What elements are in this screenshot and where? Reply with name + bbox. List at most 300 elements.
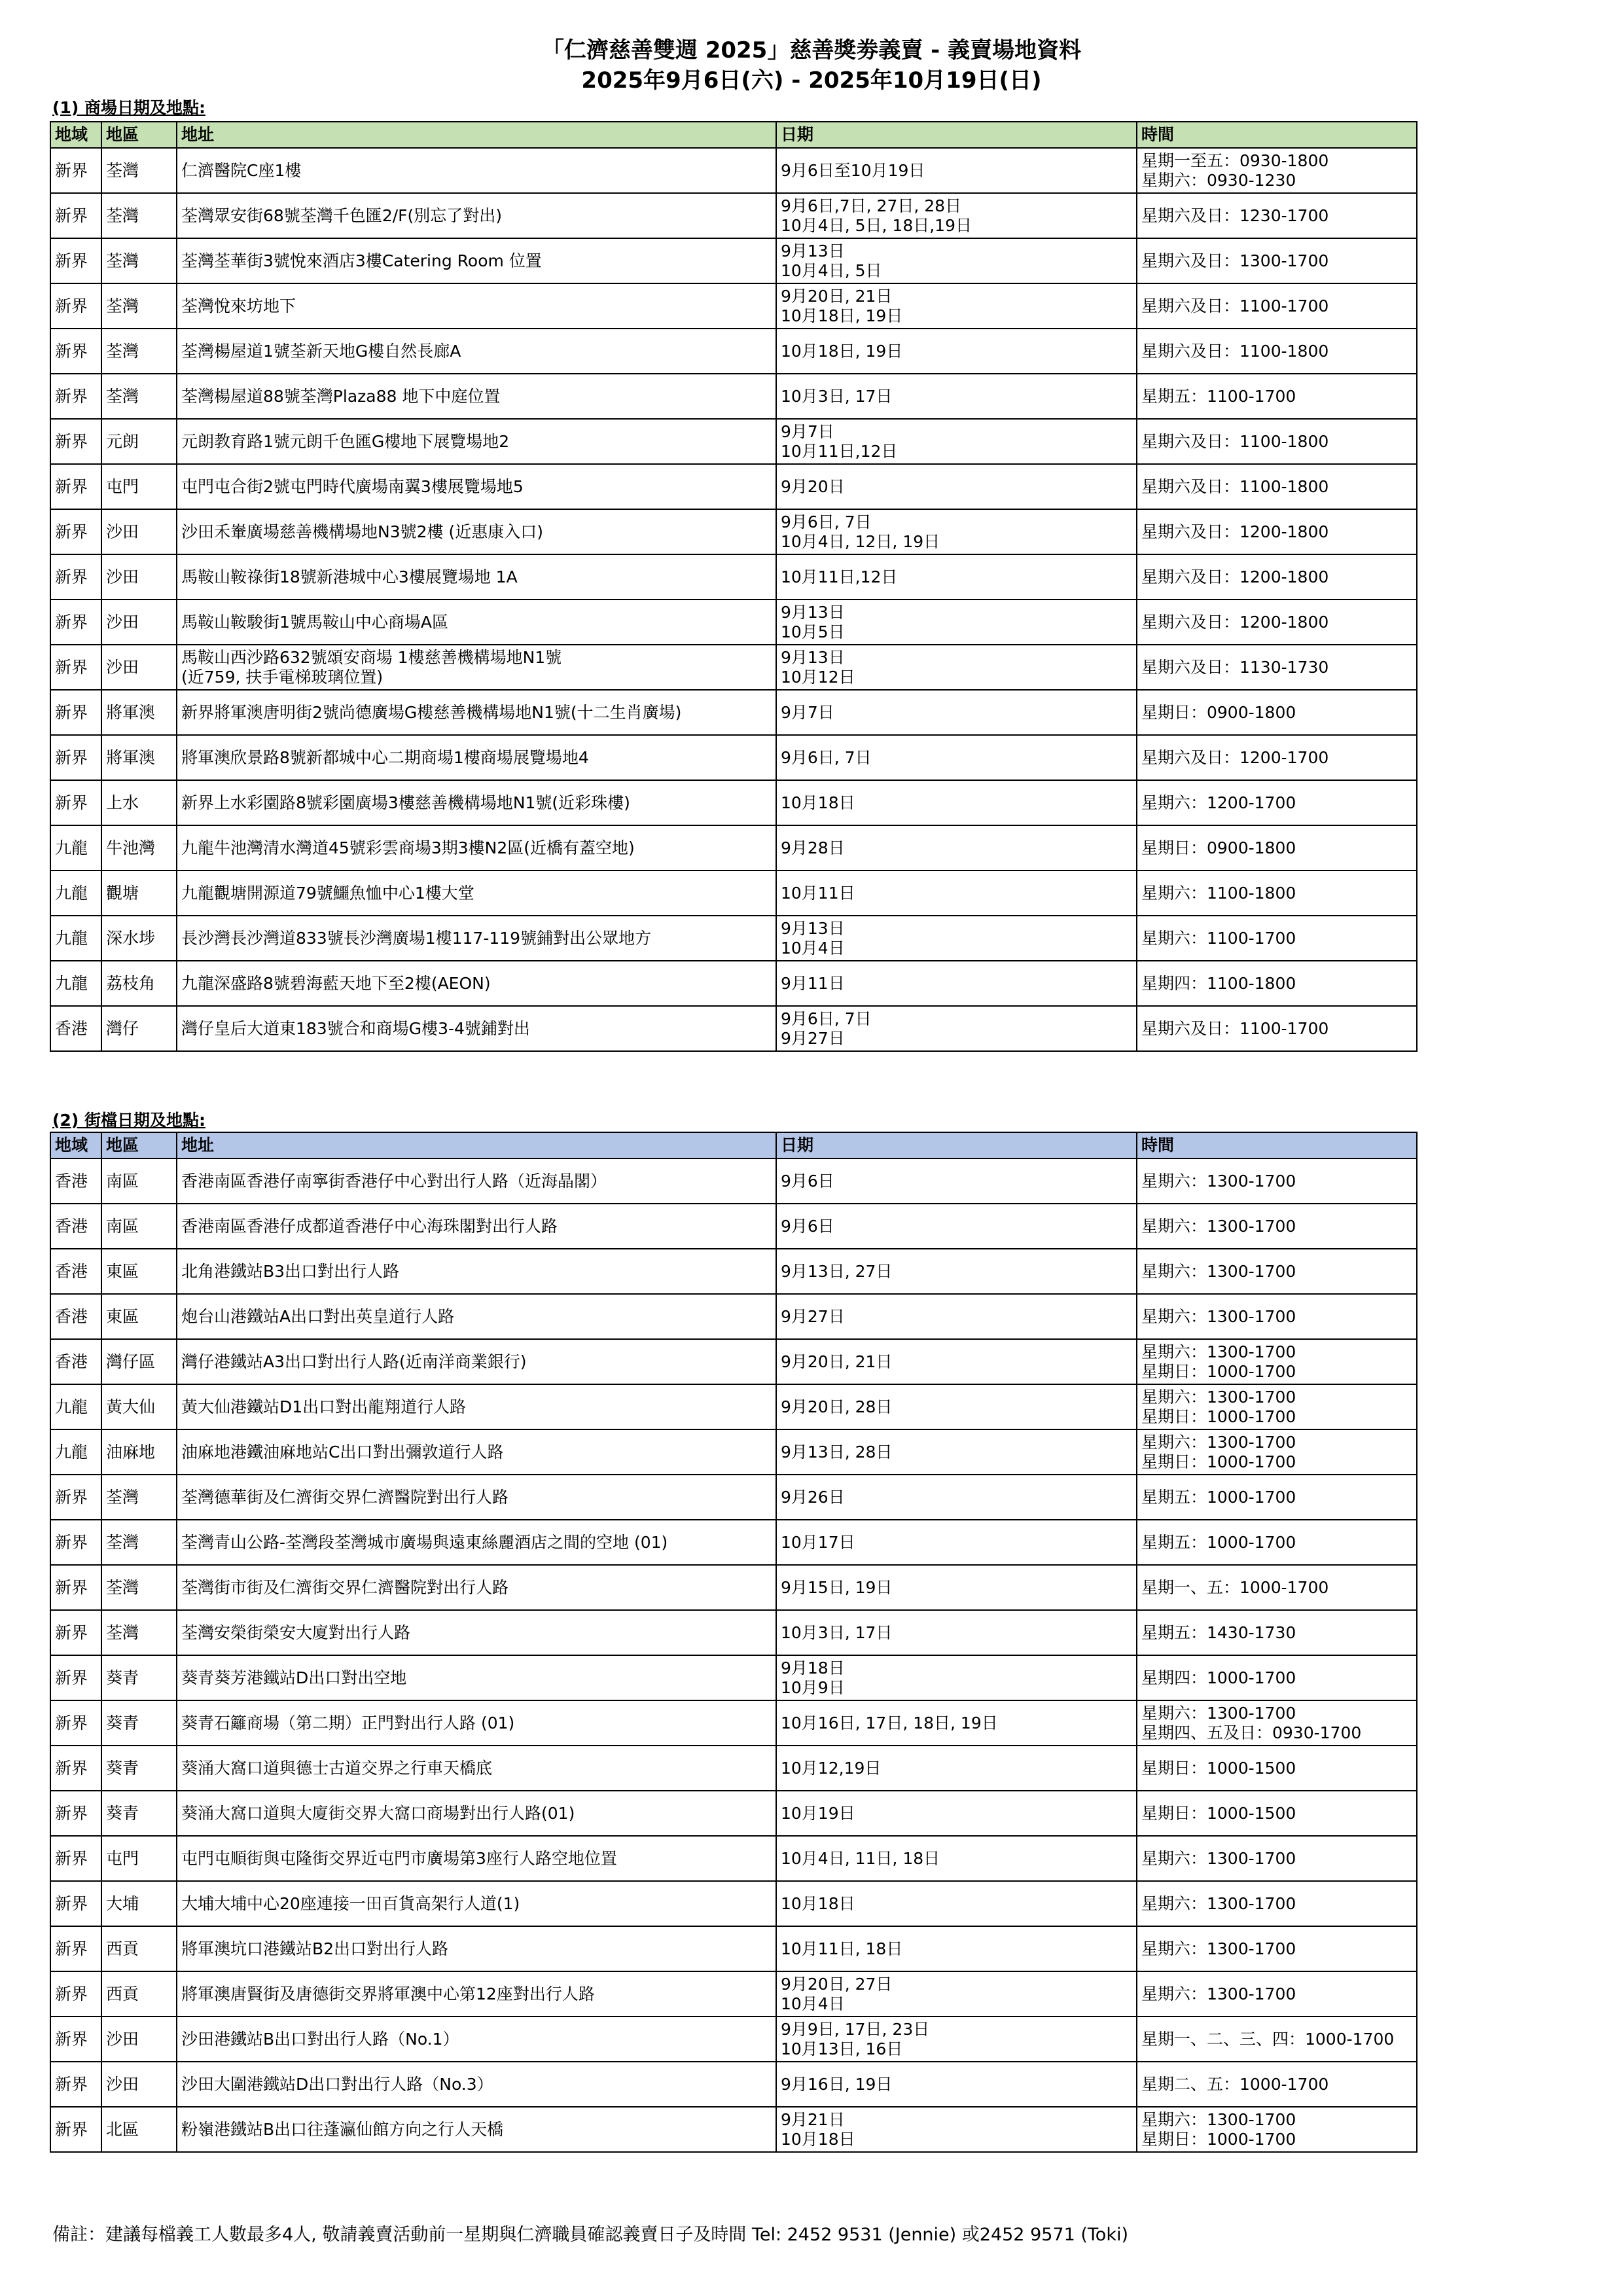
time-cell [1137, 2107, 1417, 2152]
table-row [50, 1520, 1417, 1565]
date-cell [776, 1429, 1137, 1475]
address-cell [177, 1249, 776, 1294]
time-cell [1137, 916, 1417, 961]
date-line: 9月9日, 17日, 23日 [781, 2019, 930, 2039]
table-row [50, 1006, 1417, 1051]
region-cell: 新界 [50, 419, 101, 464]
date-cell [776, 825, 1137, 870]
district-cell: 荃灣 [101, 148, 177, 193]
address-cell [177, 961, 776, 1006]
region-cell: 新界 [50, 1746, 101, 1791]
time-cell [1137, 961, 1417, 1006]
address-line: 炮台山港鐵站A出口對出英皇道行人路 [181, 1306, 455, 1326]
date-cell [776, 735, 1137, 780]
date-cell [776, 645, 1137, 690]
section2-label: (2) 街檔日期及地點: [52, 1111, 205, 1130]
time-line: 星期六：1300-1700 [1141, 1703, 1296, 1723]
address-line: 灣仔皇后大道東183號合和商場G樓3-4號鋪對出 [181, 1018, 530, 1038]
address-cell [177, 1746, 776, 1791]
address-cell [177, 825, 776, 870]
date-line: 9月20日 [781, 476, 845, 496]
district-cell: 將軍澳 [101, 690, 177, 735]
time-cell [1137, 1700, 1417, 1746]
region-cell: 新界 [50, 1881, 101, 1926]
address-line: 沙田大圍港鐵站D出口對出行人路（No.3） [181, 2074, 493, 2094]
date-line: 9月13日 [781, 241, 845, 260]
region-cell: 新界 [50, 735, 101, 780]
time-line: 星期六及日：1200-1700 [1141, 747, 1329, 767]
time-line: 星期六：0930-1230 [1141, 170, 1296, 190]
address-cell [177, 1384, 776, 1429]
address-cell [177, 916, 776, 961]
address-cell [177, 870, 776, 916]
address-line: 荃灣青山公路-荃灣段荃灣城市廣場與遠東絲麗酒店之間的空地 (01) [181, 1532, 668, 1552]
address-cell [177, 238, 776, 283]
date-line: 9月27日 [781, 1306, 845, 1326]
district-cell: 元朗 [101, 419, 177, 464]
date-line: 10月18日 [781, 793, 855, 812]
time-line: 星期六及日：1100-1800 [1141, 431, 1329, 451]
date-cell [776, 554, 1137, 600]
date-line: 10月11日,12日 [781, 441, 898, 461]
date-cell [776, 1204, 1137, 1249]
time-cell [1137, 1429, 1417, 1475]
date-line: 9月7日 [781, 702, 834, 722]
date-line: 10月18日 [781, 1893, 855, 1913]
date-line: 9月20日, 28日 [781, 1397, 893, 1416]
date-cell [776, 419, 1137, 464]
address-line: 灣仔港鐵站A3出口對出行人路(近南洋商業銀行) [181, 1352, 527, 1371]
address-line: 黃大仙港鐵站D1出口對出龍翔道行人路 [181, 1397, 467, 1416]
time-line: 星期六：1300-1700 [1141, 1387, 1296, 1407]
address-cell [177, 1700, 776, 1746]
date-line: 10月13日, 16日 [781, 2039, 903, 2058]
time-line: 星期六及日：1200-1800 [1141, 522, 1329, 541]
time-line: 星期日：1000-1700 [1141, 1361, 1296, 1381]
region-cell: 新界 [50, 509, 101, 554]
time-line: 星期日：1000-1700 [1141, 2129, 1296, 2149]
region-cell: 香港 [50, 1294, 101, 1339]
address-cell [177, 1006, 776, 1051]
district-cell: 沙田 [101, 645, 177, 690]
address-line: 元朗教育路1號元朗千色匯G樓地下展覽場地2 [181, 431, 510, 451]
table-row [50, 961, 1417, 1006]
time-line: 星期六：1300-1700 [1141, 1261, 1296, 1281]
district-cell: 灣仔 [101, 1006, 177, 1051]
date-line: 9月11日 [781, 973, 845, 993]
time-cell [1137, 1294, 1417, 1339]
table-row [50, 1791, 1417, 1836]
time-cell [1137, 780, 1417, 825]
address-cell [177, 780, 776, 825]
date-cell [776, 1700, 1137, 1746]
district-cell: 葵青 [101, 1655, 177, 1700]
date-cell [776, 1791, 1137, 1836]
district-cell: 荃灣 [101, 1475, 177, 1520]
district-cell: 牛池灣 [101, 825, 177, 870]
address-cell [177, 1655, 776, 1700]
date-cell [776, 1384, 1137, 1429]
table-row [50, 554, 1417, 600]
address-cell [177, 374, 776, 419]
time-line: 星期六及日：1230-1700 [1141, 206, 1329, 225]
address-cell [177, 2107, 776, 2152]
date-line: 9月6日, 7日 [781, 512, 872, 531]
district-cell: 西貢 [101, 1926, 177, 1971]
address-cell [177, 1475, 776, 1520]
address-cell [177, 1791, 776, 1836]
district-cell: 黃大仙 [101, 1384, 177, 1429]
time-cell [1137, 509, 1417, 554]
date-line: 10月18日 [781, 2129, 855, 2149]
date-line: 9月20日, 21日 [781, 286, 893, 306]
address-line: 粉嶺港鐵站B出口往蓬瀛仙館方向之行人天橋 [181, 2119, 504, 2139]
address-line: (近759, 扶手電梯玻璃位置) [181, 667, 383, 687]
time-line: 星期日：0900-1800 [1141, 838, 1296, 857]
date-line: 10月5日 [781, 622, 845, 641]
date-line: 10月4日, 5日, 18日,19日 [781, 215, 972, 235]
region-cell: 新界 [50, 690, 101, 735]
district-cell: 荃灣 [101, 374, 177, 419]
time-cell [1137, 1926, 1417, 1971]
region-cell: 新界 [50, 1475, 101, 1520]
date-line: 10月18日, 19日 [781, 306, 903, 325]
address-cell [177, 1971, 776, 2017]
district-cell: 觀塘 [101, 870, 177, 916]
address-line: 荃灣荃華街3號悅來酒店3樓Catering Room 位置 [181, 251, 542, 270]
date-cell [776, 600, 1137, 645]
date-cell [776, 1294, 1137, 1339]
address-cell [177, 1339, 776, 1384]
date-cell [776, 193, 1137, 238]
address-line: 荃灣德華街及仁濟街交界仁濟醫院對出行人路 [181, 1487, 509, 1507]
address-line: 將軍澳坑口港鐵站B2出口對出行人路 [181, 1939, 449, 1958]
date-cell [776, 329, 1137, 374]
region-cell: 新界 [50, 1520, 101, 1565]
date-line: 9月6日 [781, 1216, 834, 1236]
district-cell: 北區 [101, 2107, 177, 2152]
time-cell [1137, 283, 1417, 329]
region-cell: 香港 [50, 1158, 101, 1204]
time-cell [1137, 1339, 1417, 1384]
date-cell [776, 1475, 1137, 1520]
date-line: 10月9日 [781, 1677, 845, 1697]
region-cell: 香港 [50, 1339, 101, 1384]
date-line: 10月4日, 11日, 18日 [781, 1848, 940, 1868]
table-row [50, 870, 1417, 916]
region-cell: 新界 [50, 193, 101, 238]
table-row [50, 283, 1417, 329]
date-cell [776, 1836, 1137, 1881]
time-cell [1137, 1746, 1417, 1791]
table-row [50, 464, 1417, 509]
date-line: 9月28日 [781, 838, 845, 857]
date-line: 9月16日, 19日 [781, 2074, 893, 2094]
district-cell: 灣仔區 [101, 1339, 177, 1384]
time-line: 星期六及日：1130-1730 [1141, 657, 1329, 677]
address-cell [177, 1158, 776, 1204]
header-time: 時間 [1137, 122, 1417, 148]
date-line: 9月13日 [781, 647, 845, 667]
address-cell [177, 148, 776, 193]
district-cell: 沙田 [101, 2017, 177, 2062]
address-line: 沙田禾輋廣場慈善機構場地N3號2樓 (近惠康入口) [181, 522, 543, 541]
time-cell [1137, 2017, 1417, 2062]
time-line: 星期六及日：1100-1800 [1141, 476, 1329, 496]
region-cell: 九龍 [50, 870, 101, 916]
district-cell: 荃灣 [101, 193, 177, 238]
table-row [50, 1610, 1417, 1655]
time-line: 星期四：1100-1800 [1141, 973, 1296, 993]
district-cell: 屯門 [101, 464, 177, 509]
header-address: 地址 [177, 122, 776, 148]
time-line: 星期五：1100-1700 [1141, 386, 1296, 406]
time-cell [1137, 1249, 1417, 1294]
date-line: 10月4日 [781, 1994, 845, 2013]
address-cell [177, 509, 776, 554]
time-line: 星期六：1300-1700 [1141, 1893, 1296, 1913]
address-line: 荃灣悅來坊地下 [181, 296, 296, 315]
address-cell [177, 1881, 776, 1926]
address-cell [177, 735, 776, 780]
address-cell [177, 1294, 776, 1339]
table-row [50, 374, 1417, 419]
table-row [50, 1249, 1417, 1294]
district-cell: 東區 [101, 1249, 177, 1294]
date-cell [776, 238, 1137, 283]
address-cell [177, 329, 776, 374]
street-stalls-table [50, 1132, 1418, 2153]
district-cell: 葵青 [101, 1791, 177, 1836]
time-cell [1137, 1655, 1417, 1700]
time-cell [1137, 1881, 1417, 1926]
address-line: 葵青石籬商場（第二期）正門對出行人路 (01) [181, 1713, 515, 1732]
district-cell: 荃灣 [101, 1520, 177, 1565]
date-cell [776, 690, 1137, 735]
time-cell [1137, 690, 1417, 735]
address-cell [177, 690, 776, 735]
time-cell [1137, 1475, 1417, 1520]
region-cell: 九龍 [50, 1384, 101, 1429]
region-cell: 新界 [50, 554, 101, 600]
table-row [50, 2017, 1417, 2062]
time-line: 星期二、五：1000-1700 [1141, 2074, 1329, 2094]
address-cell [177, 1565, 776, 1610]
region-cell: 新界 [50, 1836, 101, 1881]
address-cell [177, 1926, 776, 1971]
time-cell [1137, 870, 1417, 916]
time-line: 星期六：1300-1700 [1141, 1984, 1296, 2003]
time-line: 星期六：1100-1800 [1141, 883, 1296, 903]
district-cell: 荃灣 [101, 238, 177, 283]
address-line: 油麻地港鐵油麻地站C出口對出彌敦道行人路 [181, 1442, 504, 1462]
header-region: 地域 [50, 1132, 101, 1158]
address-cell [177, 193, 776, 238]
time-cell [1137, 1204, 1417, 1249]
date-cell [776, 1006, 1137, 1051]
time-cell [1137, 1836, 1417, 1881]
date-line: 9月15日, 19日 [781, 1577, 893, 1597]
region-cell: 新界 [50, 148, 101, 193]
header-region: 地域 [50, 122, 101, 148]
date-cell [776, 1565, 1137, 1610]
table-row [50, 1204, 1417, 1249]
address-line: 將軍澳欣景路8號新都城中心二期商場1樓商場展覽場地4 [181, 747, 589, 767]
district-cell: 南區 [101, 1158, 177, 1204]
time-line: 星期六：1300-1700 [1141, 1939, 1296, 1958]
address-cell [177, 2017, 776, 2062]
region-cell: 新界 [50, 374, 101, 419]
date-line: 10月19日 [781, 1803, 855, 1823]
address-line: 九龍深盛路8號碧海藍天地下至2樓(AEON) [181, 973, 491, 993]
region-cell: 新界 [50, 1971, 101, 2017]
time-line: 星期日：1000-1500 [1141, 1758, 1296, 1778]
date-line: 10月3日, 17日 [781, 386, 893, 406]
time-cell [1137, 1565, 1417, 1610]
time-cell [1137, 645, 1417, 690]
time-line: 星期一至五：0930-1800 [1141, 151, 1329, 170]
district-cell: 沙田 [101, 509, 177, 554]
table-row [50, 419, 1417, 464]
region-cell: 新界 [50, 1791, 101, 1836]
table-row [50, 1881, 1417, 1926]
table-row [50, 329, 1417, 374]
date-line: 9月7日 [781, 422, 834, 441]
date-line: 10月17日 [781, 1532, 855, 1552]
district-cell: 荃灣 [101, 329, 177, 374]
mall-venues-table [50, 121, 1418, 1052]
region-cell: 九龍 [50, 916, 101, 961]
table-row [50, 1294, 1417, 1339]
time-line: 星期六：1100-1700 [1141, 928, 1296, 948]
district-cell: 屯門 [101, 1836, 177, 1881]
date-line: 10月11日, 18日 [781, 1939, 903, 1958]
table-row [50, 690, 1417, 735]
table-row [50, 509, 1417, 554]
time-line: 星期六及日：1100-1700 [1141, 296, 1329, 315]
district-cell: 沙田 [101, 600, 177, 645]
date-line: 9月13日 [781, 602, 845, 622]
region-cell: 新界 [50, 464, 101, 509]
district-cell: 沙田 [101, 2062, 177, 2107]
table-row [50, 2062, 1417, 2107]
region-cell: 新界 [50, 1926, 101, 1971]
date-cell [776, 1339, 1137, 1384]
address-line: 新界上水彩園路8號彩園廣場3樓慈善機構場地N1號(近彩珠樓) [181, 793, 630, 812]
time-line: 星期六：1300-1700 [1141, 1848, 1296, 1868]
district-cell: 東區 [101, 1294, 177, 1339]
date-line: 9月6日, 7日 [781, 747, 872, 767]
time-line: 星期六：1300-1700 [1141, 2109, 1296, 2129]
table-row [50, 1158, 1417, 1204]
region-cell: 香港 [50, 1249, 101, 1294]
date-cell [776, 1746, 1137, 1791]
address-line: 香港南區香港仔成都道香港仔中心海珠閣對出行人路 [181, 1216, 558, 1236]
date-cell [776, 916, 1137, 961]
time-line: 星期六及日：1100-1700 [1141, 1018, 1329, 1038]
time-cell [1137, 148, 1417, 193]
address-cell [177, 283, 776, 329]
date-line: 9月13日, 28日 [781, 1442, 893, 1462]
district-cell: 葵青 [101, 1700, 177, 1746]
address-line: 馬鞍山西沙路632號頌安商場 1樓慈善機構場地N1號 [181, 647, 562, 667]
time-cell [1137, 1791, 1417, 1836]
district-cell: 荃灣 [101, 283, 177, 329]
region-cell: 新界 [50, 1610, 101, 1655]
table-row [50, 238, 1417, 283]
region-cell: 九龍 [50, 1429, 101, 1475]
date-cell [776, 780, 1137, 825]
date-line: 10月11日 [781, 883, 855, 903]
date-line: 9月20日, 27日 [781, 1974, 893, 1994]
address-cell [177, 2062, 776, 2107]
address-line: 香港南區香港仔南寧街香港仔中心對出行人路（近海晶閣） [181, 1171, 607, 1191]
table-row [50, 1836, 1417, 1881]
time-line: 星期日：1000-1700 [1141, 1407, 1296, 1426]
table-row [50, 1565, 1417, 1610]
region-cell: 新界 [50, 283, 101, 329]
date-line: 10月3日, 17日 [781, 1623, 893, 1642]
address-line: 沙田港鐵站B出口對出行人路（No.1） [181, 2029, 459, 2049]
region-cell: 九龍 [50, 961, 101, 1006]
time-line: 星期六：1300-1700 [1141, 1432, 1296, 1452]
date-cell [776, 1158, 1137, 1204]
date-line: 10月11日,12日 [781, 567, 898, 586]
time-cell [1137, 329, 1417, 374]
district-cell: 西貢 [101, 1971, 177, 2017]
date-line: 10月16日, 17日, 18日, 19日 [781, 1713, 998, 1732]
address-line: 長沙灣長沙灣道833號長沙灣廣場1樓117-119號鋪對出公眾地方 [181, 928, 652, 948]
region-cell: 九龍 [50, 825, 101, 870]
district-cell: 油麻地 [101, 1429, 177, 1475]
date-line: 9月6日,7日, 27日, 28日 [781, 196, 962, 215]
date-line: 9月27日 [781, 1028, 845, 1048]
region-cell: 新界 [50, 2062, 101, 2107]
time-line: 星期六：1200-1700 [1141, 793, 1296, 812]
table-row [50, 735, 1417, 780]
address-line: 馬鞍山鞍駿街1號馬鞍山中心商場A區 [181, 612, 449, 632]
table-row [50, 1384, 1417, 1429]
date-line: 9月6日, 7日 [781, 1009, 872, 1028]
table-row [50, 1475, 1417, 1520]
date-cell [776, 283, 1137, 329]
table-row [50, 1700, 1417, 1746]
time-line: 星期六：1300-1700 [1141, 1216, 1296, 1236]
region-cell: 新界 [50, 1655, 101, 1700]
footer-note: 備註：建議每檔義工人數最多4人, 敬請義賣活動前一星期與仁濟職員確認義賣日子及時間 Tel: 2452 9531 (Jennie) 或2452 9571 (Toki) [52, 2225, 1128, 2245]
date-cell [776, 1971, 1137, 2017]
region-cell: 新界 [50, 645, 101, 690]
section1-label: (1) 商場日期及地點: [52, 98, 205, 117]
date-cell [776, 870, 1137, 916]
time-line: 星期六及日：1300-1700 [1141, 251, 1329, 270]
address-line: 葵青葵芳港鐵站D出口對出空地 [181, 1668, 407, 1687]
table-header-row [50, 122, 1417, 148]
table-row [50, 1971, 1417, 2017]
region-cell: 新界 [50, 238, 101, 283]
time-line: 星期六及日：1100-1800 [1141, 341, 1329, 361]
address-line: 荃灣楊屋道88號荃灣Plaza88 地下中庭位置 [181, 386, 501, 406]
time-line: 星期一、二、三、四：1000-1700 [1141, 2029, 1395, 2049]
header-district: 地區 [101, 1132, 177, 1158]
time-cell [1137, 600, 1417, 645]
address-cell [177, 1429, 776, 1475]
address-cell [177, 1204, 776, 1249]
table-row [50, 916, 1417, 961]
date-line: 10月4日 [781, 938, 845, 958]
address-cell [177, 600, 776, 645]
district-cell: 將軍澳 [101, 735, 177, 780]
